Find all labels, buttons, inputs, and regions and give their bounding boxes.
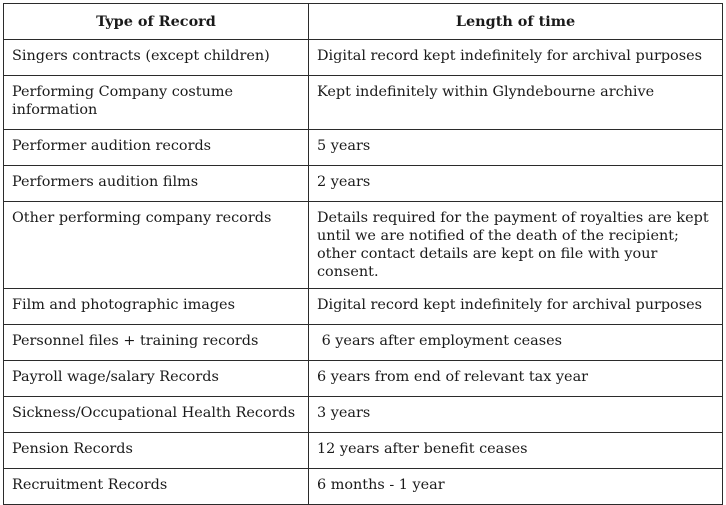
table-row — [4, 289, 723, 325]
record-type-cell: Pension Records — [4, 433, 309, 469]
retention-period-cell: 6 months - 1 year — [309, 469, 723, 505]
header-type-of-record: Type of Record — [4, 4, 309, 40]
retention-period-cell: 12 years after benefit ceases — [309, 433, 723, 469]
table-row — [4, 361, 723, 397]
record-type-cell: Payroll wage/salary Records — [4, 361, 309, 397]
retention-period-cell: Digital record kept indefinitely for archival purposes — [309, 289, 723, 325]
retention-period-cell: 6 years from end of relevant tax year — [309, 361, 723, 397]
record-type-cell: Other performing company records — [4, 202, 309, 289]
record-type-cell: Performer audition records — [4, 130, 309, 166]
header-length-of-time: Length of time — [309, 4, 723, 40]
table-row — [4, 325, 723, 361]
record-type-cell: Film and photographic images — [4, 289, 309, 325]
retention-period-cell: Details required for the payment of royalties are kept until we are notified of the death of the recipient; other contact details are kept on file with your consent. — [309, 202, 723, 289]
retention-period-cell: 2 years — [309, 166, 723, 202]
record-type-cell: Singers contracts (except children) — [4, 40, 309, 76]
table-row — [4, 130, 723, 166]
retention-period-cell: 5 years — [309, 130, 723, 166]
record-type-cell: Performers audition films — [4, 166, 309, 202]
record-type-cell: Performing Company costume information — [4, 76, 309, 130]
table-row — [4, 397, 723, 433]
record-type-cell: Sickness/Occupational Health Records — [4, 397, 309, 433]
retention-period-cell: Kept indefinitely within Glyndebourne archive — [309, 76, 723, 130]
record-type-cell: Personnel files + training records — [4, 325, 309, 361]
table-row — [4, 76, 723, 130]
table-row — [4, 433, 723, 469]
retention-period-cell: Digital record kept indefinitely for archival purposes — [309, 40, 723, 76]
table-row — [4, 469, 723, 505]
retention-period-cell: 3 years — [309, 397, 723, 433]
table-header-row — [4, 4, 723, 40]
retention-period-cell: 6 years after employment ceases — [309, 325, 723, 361]
record-type-cell: Recruitment Records — [4, 469, 309, 505]
table-row — [4, 202, 723, 289]
records-retention-table — [3, 3, 723, 505]
table-row — [4, 40, 723, 76]
table-row — [4, 166, 723, 202]
